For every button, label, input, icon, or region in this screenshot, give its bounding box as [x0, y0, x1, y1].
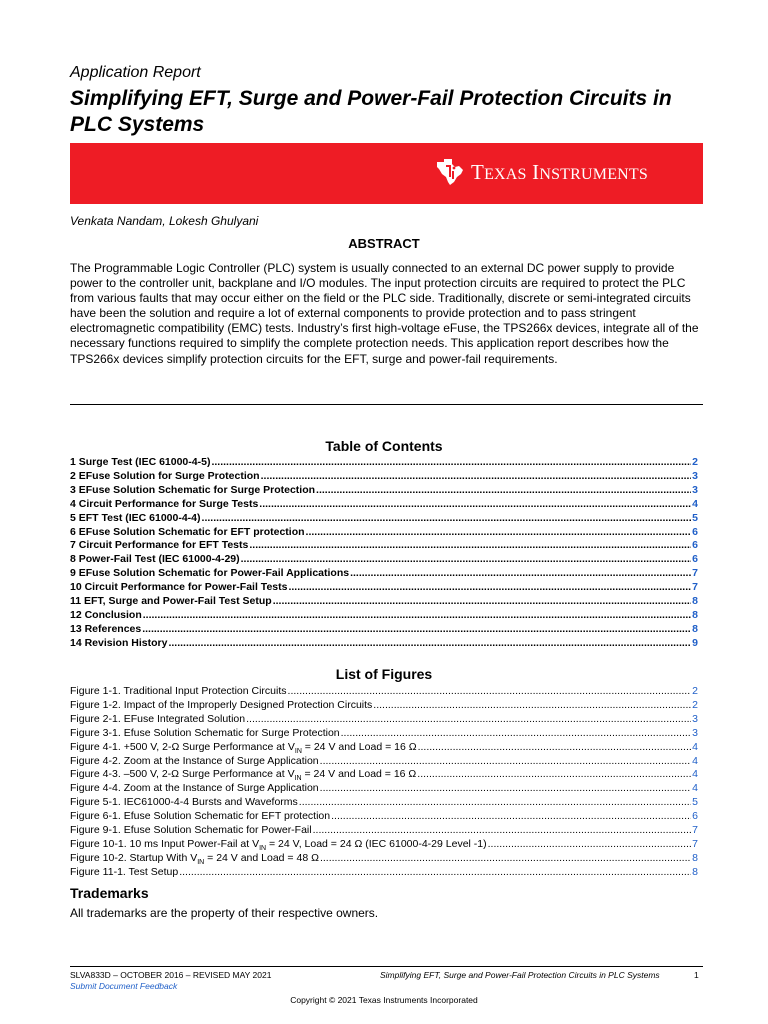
figure-entry-label: [70, 727, 340, 741]
figure-entry-page[interactable]: 4: [692, 754, 698, 767]
toc-entry-page[interactable]: 8: [692, 595, 698, 608]
toc-entry[interactable]: [70, 637, 698, 651]
dot-leader: [350, 567, 691, 581]
toc-entry-label: 4 Circuit Performance for Surge Tests: [70, 497, 259, 510]
toc-entry[interactable]: [70, 567, 698, 581]
figure-entry[interactable]: [70, 782, 698, 796]
feedback-link[interactable]: Submit Document Feedback: [70, 981, 178, 991]
document-kind: Application Report: [70, 64, 201, 81]
copyright: Copyright © 2021 Texas Instruments Incorporated: [290, 995, 478, 1005]
document-id: SLVA833D – OCTOBER 2016 – REVISED MAY 2021: [70, 970, 272, 980]
toc-entry-label: 12 Conclusion: [70, 608, 142, 621]
figure-entry[interactable]: [70, 852, 698, 866]
dot-leader: [299, 796, 691, 810]
figure-entry[interactable]: [70, 810, 698, 824]
toc-entry-label: 6 EFuse Solution Schematic for EFT protection: [70, 525, 305, 538]
toc-entry-label: 2 EFuse Solution for Surge Protection: [70, 469, 260, 482]
toc-entry[interactable]: [70, 456, 698, 470]
figure-entry-label: [70, 741, 417, 755]
figure-label-text: = 24 V, Load = 24 Ω (IEC 61000-4-29 Level -1): [266, 837, 487, 850]
dot-leader: [249, 539, 691, 553]
figure-entry-label: [70, 699, 372, 713]
toc-entry-label: 11 EFT, Surge and Power-Fail Test Setup: [70, 595, 272, 608]
dot-leader: [261, 470, 692, 484]
dot-leader: [373, 699, 691, 713]
dot-leader: [259, 498, 691, 512]
dot-leader: [320, 782, 692, 796]
dot-leader: [418, 741, 692, 755]
brand-banner: [70, 143, 703, 204]
toc-entry-label: 13 References: [70, 622, 142, 635]
toc-entry-label: 9 EFuse Solution Schematic for Power-Fail Applications: [70, 567, 350, 580]
figure-label-text: Figure 4-4. Zoom at the Instance of Surge Application: [70, 782, 319, 795]
dot-leader: [488, 838, 692, 852]
figure-entry-label: [70, 838, 487, 852]
dot-leader: [320, 755, 692, 769]
dot-leader: [246, 713, 691, 727]
figure-entry-page[interactable]: 2: [692, 698, 698, 711]
dot-leader: [313, 824, 692, 838]
figure-label-text: Figure 6-1. Efuse Solution Schematic for EFT protection: [70, 810, 331, 823]
toc-entry-label: 7 Circuit Performance for EFT Tests: [70, 539, 249, 552]
toc-entry-label: 1 Surge Test (IEC 61000-4-5): [70, 456, 211, 468]
figure-label-text: Figure 2-1. EFuse Integrated Solution: [70, 712, 246, 725]
figure-entry-label: [70, 852, 319, 866]
figure-entry[interactable]: [70, 796, 698, 810]
figure-entry-page[interactable]: 6: [692, 810, 698, 823]
toc-entry-label: 8 Power-Fail Test (IEC 61000-4-29): [70, 553, 240, 566]
toc-entry-page[interactable]: 6: [692, 539, 698, 552]
list-of-figures: [70, 685, 698, 880]
toc-entry[interactable]: [70, 609, 698, 623]
toc-entry-label: 5 EFT Test (IEC 61000-4-4): [70, 511, 201, 524]
page-number: 1: [694, 970, 699, 980]
dot-leader: [168, 637, 691, 651]
figure-entry[interactable]: [70, 838, 698, 852]
figure-label-text: Figure 4-1. +500 V, 2-Ω Surge Performance at V: [70, 740, 295, 753]
figure-label-subscript: IN: [197, 858, 205, 866]
dot-leader: [273, 595, 691, 609]
toc-entry-page[interactable]: 8: [692, 608, 698, 621]
table-of-contents: [70, 456, 698, 651]
figure-entry-page[interactable]: 4: [692, 782, 698, 795]
toc-entry-page[interactable]: 3: [692, 469, 698, 482]
figure-entry-label: [70, 796, 298, 810]
toc-entry[interactable]: [70, 595, 698, 609]
dot-leader: [320, 852, 691, 866]
brand-wordmark: TEXAS INSTRUMENTS: [471, 159, 648, 184]
dot-leader: [417, 768, 691, 782]
figure-label-text: = 24 V and Load = 16 Ω: [301, 768, 417, 781]
toc-entry-label: 10 Circuit Performance for Power-Fail Tests: [70, 581, 288, 594]
figure-label-text: Figure 11-1. Test Setup: [70, 865, 179, 878]
trademarks-text: All trademarks are the property of their respective owners.: [70, 906, 379, 920]
figure-entry-label: [70, 755, 319, 769]
figure-entry[interactable]: [70, 685, 698, 699]
figure-entry[interactable]: [70, 699, 698, 713]
toc-entry[interactable]: [70, 484, 698, 498]
figure-label-text: Figure 10-2. Startup With V: [70, 851, 198, 864]
figure-entry[interactable]: [70, 824, 698, 838]
dot-leader: [211, 456, 691, 470]
dot-leader: [288, 685, 692, 699]
figure-entry-page[interactable]: 8: [692, 851, 698, 864]
figure-entry[interactable]: [70, 866, 698, 880]
document-title: Simplifying EFT, Surge and Power-Fail Protection Circuits in PLC Systems: [70, 87, 672, 136]
footer-title: Simplifying EFT, Surge and Power-Fail Protection Circuits in PLC Systems: [380, 970, 660, 980]
toc-entry-page[interactable]: 7: [692, 581, 698, 594]
texas-instruments-logo: [435, 157, 648, 187]
toc-entry-page[interactable]: 6: [692, 553, 698, 566]
toc-entry-page[interactable]: 9: [692, 636, 698, 649]
figure-entry-label: [70, 782, 319, 796]
figure-label-text: Figure 4-3. –500 V, 2-Ω Surge Performance at V: [70, 768, 295, 781]
toc-entry-page[interactable]: 3: [692, 483, 698, 496]
figure-entry[interactable]: [70, 741, 698, 755]
figure-label-subscript: IN: [259, 845, 267, 852]
dot-leader: [142, 623, 691, 637]
figure-label-text: = 24 V and Load = 48 Ω: [204, 851, 319, 864]
figure-entry[interactable]: [70, 727, 698, 741]
figure-label-subscript: IN: [294, 775, 302, 783]
figure-label-text: Figure 5-1. IEC61000-4-4 Bursts and Waveforms: [70, 796, 298, 809]
toc-heading: Table of Contents: [325, 438, 443, 454]
dot-leader: [202, 512, 692, 526]
figure-label-text: Figure 10-1. 10 ms Input Power-Fail at V: [70, 837, 260, 850]
figure-label-text: Figure 3-1. Efuse Solution Schematic for Surge Protection: [70, 726, 340, 739]
figure-entry-label: [70, 810, 330, 824]
texas-state-logo-icon: [435, 157, 465, 187]
figure-entry-label: [70, 824, 312, 838]
toc-entry-page[interactable]: 6: [692, 525, 698, 538]
dot-leader: [179, 866, 691, 880]
figure-entry-page[interactable]: 4: [692, 768, 698, 781]
figure-label-text: = 24 V and Load = 16 Ω: [301, 740, 417, 753]
abstract-heading: ABSTRACT: [348, 236, 420, 251]
toc-entry-label: 3 EFuse Solution Schematic for Surge Protection: [70, 483, 316, 496]
figure-entry-label: [70, 685, 287, 699]
figure-entry[interactable]: [70, 713, 698, 727]
figure-label-text: Figure 1-1. Traditional Input Protection Circuits: [70, 685, 287, 697]
toc-entry[interactable]: [70, 526, 698, 540]
dot-leader: [316, 484, 691, 498]
toc-entry[interactable]: [70, 623, 698, 637]
trademarks-heading: Trademarks: [70, 885, 149, 901]
figure-label-subscript: IN: [294, 747, 302, 755]
figure-entry-page[interactable]: 3: [692, 726, 698, 739]
figure-entry-label: [70, 713, 245, 727]
figure-label-text: Figure 1-2. Impact of the Improperly Designed Protection Circuits: [70, 698, 373, 711]
divider: [70, 404, 703, 405]
toc-entry-page[interactable]: 8: [692, 622, 698, 635]
figure-entry-page[interactable]: 7: [692, 837, 698, 850]
figure-label-text: Figure 4-2. Zoom at the Instance of Surge Application: [70, 754, 319, 767]
figures-heading: List of Figures: [335, 666, 433, 682]
toc-entry[interactable]: [70, 512, 698, 526]
dot-leader: [331, 810, 691, 824]
authors: Venkata Nandam, Lokesh Ghulyani: [70, 214, 259, 228]
toc-entry[interactable]: [70, 553, 698, 567]
toc-entry-page[interactable]: 5: [692, 511, 698, 524]
figure-entry-page[interactable]: 2: [692, 685, 698, 697]
toc-entry-page[interactable]: 2: [692, 456, 698, 468]
abstract-text: The Programmable Logic Controller (PLC) system is usually connected to an external DC power supply to provide power to the controller unit, backplane and I/O modules. The input protection circuits are required to protect the PLC from various faults that may occur either on the field or the PLC side. Traditionally, discrete or semi-integrated circuits have been the solution and require a lot of external components to provide protection and to pass stringent electromagnetic compatibility (EMC) tests. Industry’s first high-voltage eFuse, the TPS266x devices, integrate all of the necessary functions required to simplify the complete protection needs. This application report describes how the TPS266x devices simplify protection circuits for the EFT, surge and power-fail requirements.: [70, 261, 699, 366]
figure-entry-page[interactable]: 5: [692, 796, 698, 809]
toc-entry-page[interactable]: 4: [692, 497, 698, 510]
figure-entry[interactable]: [70, 768, 698, 782]
dot-leader: [143, 609, 691, 623]
figure-entry-page[interactable]: 3: [692, 712, 698, 725]
figure-entry-label: [70, 768, 416, 782]
figure-entry-page[interactable]: 4: [692, 740, 698, 753]
figure-label-text: Figure 9-1. Efuse Solution Schematic for Power-Fail: [70, 824, 312, 837]
dot-leader: [241, 553, 692, 567]
toc-entry[interactable]: [70, 581, 698, 595]
figure-entry-page[interactable]: 8: [692, 865, 698, 878]
figure-entry-page[interactable]: 7: [692, 824, 698, 837]
toc-entry-page[interactable]: 7: [692, 567, 698, 580]
dot-leader: [306, 526, 692, 540]
toc-entry[interactable]: [70, 470, 698, 484]
dot-leader: [341, 727, 692, 741]
footer-divider: [70, 966, 703, 967]
dot-leader: [288, 581, 691, 595]
figure-entry-label: [70, 866, 178, 880]
toc-entry-label: 14 Revision History: [70, 636, 168, 649]
toc-entry[interactable]: [70, 539, 698, 553]
figure-entry[interactable]: [70, 755, 698, 769]
toc-entry[interactable]: [70, 498, 698, 512]
